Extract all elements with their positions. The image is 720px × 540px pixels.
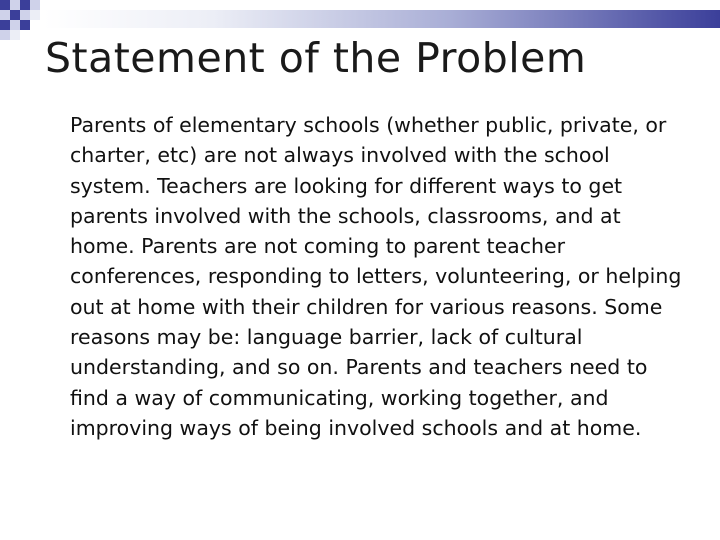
header-gradient-bar [44, 10, 720, 28]
slide-body-text: Parents of elementary schools (whether public, private, or charter, etc) are not always involved with the school system. Teachers are looking for different ways to get parents involved with the schools, classrooms, and at home. Parents are not coming to parent teacher conferences, responding to letters, volunteering, or helping out at home with their children for various reasons. Some reasons may be: language barrier, lack of cultural understanding, and so on. Parents and teachers need to find a way of communicating, working together, and improving ways of being involved schools and at home. [70, 113, 682, 440]
slide-title: Statement of the Problem [45, 34, 587, 82]
